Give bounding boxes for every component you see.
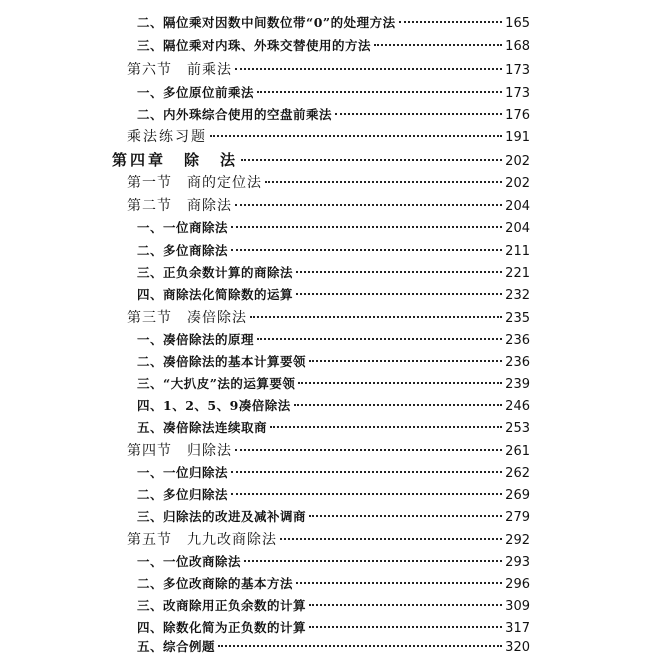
toc-entry <box>137 12 530 34</box>
leader-dots <box>244 560 502 562</box>
toc-entry <box>137 351 530 373</box>
entry-page: 176 <box>505 108 530 123</box>
leader-dots <box>296 293 502 295</box>
entry-title: 二、隔位乘对因数中间数位带“0”的处理方法 <box>137 15 396 30</box>
entry-page: 202 <box>505 154 530 169</box>
leader-dots <box>335 113 502 115</box>
leader-dots <box>257 338 502 340</box>
entry-title: 一、一位改商除法 <box>137 554 242 569</box>
entry-page: 246 <box>505 399 530 414</box>
entry-page: 296 <box>505 577 530 592</box>
entry-page: 221 <box>505 266 530 281</box>
leader-dots <box>374 44 502 46</box>
leader-dots <box>257 91 502 93</box>
toc-entry <box>137 484 530 506</box>
entry-title: 二、内外珠综合使用的空盘前乘法 <box>137 107 333 122</box>
leader-dots <box>231 249 502 251</box>
toc-entry <box>137 284 530 306</box>
toc-entry <box>137 573 530 595</box>
leader-dots <box>309 604 502 606</box>
entry-title: 三、改商除用正负余数的计算 <box>137 598 307 613</box>
leader-dots <box>241 159 502 161</box>
toc-entry <box>137 462 530 484</box>
leader-dots <box>280 538 502 540</box>
leader-dots <box>309 626 502 628</box>
toc-entry-chapter <box>112 149 530 171</box>
entry-title: 二、多位商除法 <box>137 243 229 258</box>
toc-entry-practice <box>127 126 530 148</box>
toc-entry-section <box>127 172 530 194</box>
leader-dots <box>265 181 502 183</box>
entry-title: 四、商除法化简除数的运算 <box>137 287 294 302</box>
toc-entry <box>137 636 530 658</box>
leader-dots <box>294 404 502 406</box>
leader-dots <box>296 271 502 273</box>
toc-entry-section <box>127 59 530 81</box>
entry-title: 乘法练习题 <box>127 129 207 145</box>
entry-title: 第一节 商的定位法 <box>127 175 262 191</box>
entry-page: 168 <box>505 39 530 54</box>
entry-title: 二、多位归除法 <box>137 487 229 502</box>
entry-page: 236 <box>505 355 530 370</box>
entry-page: 191 <box>505 130 530 145</box>
entry-title: 四、除数化简为正负数的计算 <box>137 620 307 635</box>
entry-title: 一、凑倍除法的原理 <box>137 332 255 347</box>
toc-entry <box>137 395 530 417</box>
leader-dots <box>298 382 502 384</box>
entry-title: 三、正负余数计算的商除法 <box>137 265 294 280</box>
toc-entry-section <box>127 529 530 551</box>
toc-entry <box>137 506 530 528</box>
entry-page: 204 <box>505 221 530 236</box>
toc-entry <box>137 262 530 284</box>
toc-entry-section <box>127 195 530 217</box>
entry-page: 165 <box>505 16 530 31</box>
entry-title: 五、凑倍除法连续取商 <box>137 420 268 435</box>
entry-title: 第五节 九九改商除法 <box>127 532 277 548</box>
entry-page: 317 <box>505 621 530 636</box>
leader-dots <box>235 449 502 451</box>
leader-dots <box>231 493 502 495</box>
entry-title: 第三节 凑倍除法 <box>127 310 247 326</box>
toc-entry <box>137 373 530 395</box>
entry-title: 第四章 除 法 <box>112 151 239 169</box>
entry-page: 261 <box>505 444 530 459</box>
leader-dots <box>270 426 502 428</box>
toc-entry <box>137 329 530 351</box>
entry-page: 279 <box>505 510 530 525</box>
entry-title: 第四节 归除法 <box>127 443 232 459</box>
leader-dots <box>399 21 503 23</box>
entry-page: 211 <box>505 244 530 259</box>
entry-page: 253 <box>505 421 530 436</box>
entry-title: 四、1、2、5、9凑倍除法 <box>137 398 291 413</box>
leader-dots <box>309 515 502 517</box>
leader-dots <box>231 226 502 228</box>
toc-entry <box>137 104 530 126</box>
entry-page: 262 <box>505 466 530 481</box>
entry-title: 第二节 商除法 <box>127 198 232 214</box>
entry-page: 202 <box>505 176 530 191</box>
toc-entry <box>137 35 530 57</box>
leader-dots <box>296 582 502 584</box>
leader-dots <box>309 360 502 362</box>
entry-page: 173 <box>505 63 530 78</box>
entry-page: 235 <box>505 311 530 326</box>
entry-title: 五、综合例题 <box>137 639 216 654</box>
entry-title: 三、“大扒皮”法的运算要领 <box>137 376 296 391</box>
entry-page: 309 <box>505 599 530 614</box>
toc-entry-section <box>127 307 530 329</box>
entry-page: 320 <box>505 640 530 655</box>
entry-page: 292 <box>505 533 530 548</box>
toc-entry <box>137 595 530 617</box>
entry-title: 三、归除法的改进及减补调商 <box>137 509 307 524</box>
entry-page: 293 <box>505 555 530 570</box>
toc-entry <box>137 82 530 104</box>
toc-entry-section <box>127 440 530 462</box>
leader-dots <box>235 204 502 206</box>
entry-title: 一、一位归除法 <box>137 465 229 480</box>
entry-page: 236 <box>505 333 530 348</box>
entry-title: 一、一位商除法 <box>137 220 229 235</box>
toc-entry <box>137 217 530 239</box>
leader-dots <box>231 471 502 473</box>
toc-entry <box>137 551 530 573</box>
toc-entry <box>137 417 530 439</box>
leader-dots <box>235 68 502 70</box>
entry-title: 三、隔位乘对内珠、外珠交替使用的方法 <box>137 38 372 53</box>
entry-title: 二、多位改商除的基本方法 <box>137 576 294 591</box>
entry-page: 204 <box>505 199 530 214</box>
entry-title: 二、凑倍除法的基本计算要领 <box>137 354 307 369</box>
leader-dots <box>250 316 502 318</box>
entry-page: 269 <box>505 488 530 503</box>
entry-page: 173 <box>505 86 530 101</box>
toc-entry <box>137 240 530 262</box>
entry-page: 232 <box>505 288 530 303</box>
entry-title: 第六节 前乘法 <box>127 62 232 78</box>
entry-title: 一、多位原位前乘法 <box>137 85 255 100</box>
leader-dots <box>218 645 502 647</box>
entry-page: 239 <box>505 377 530 392</box>
leader-dots <box>210 135 502 137</box>
